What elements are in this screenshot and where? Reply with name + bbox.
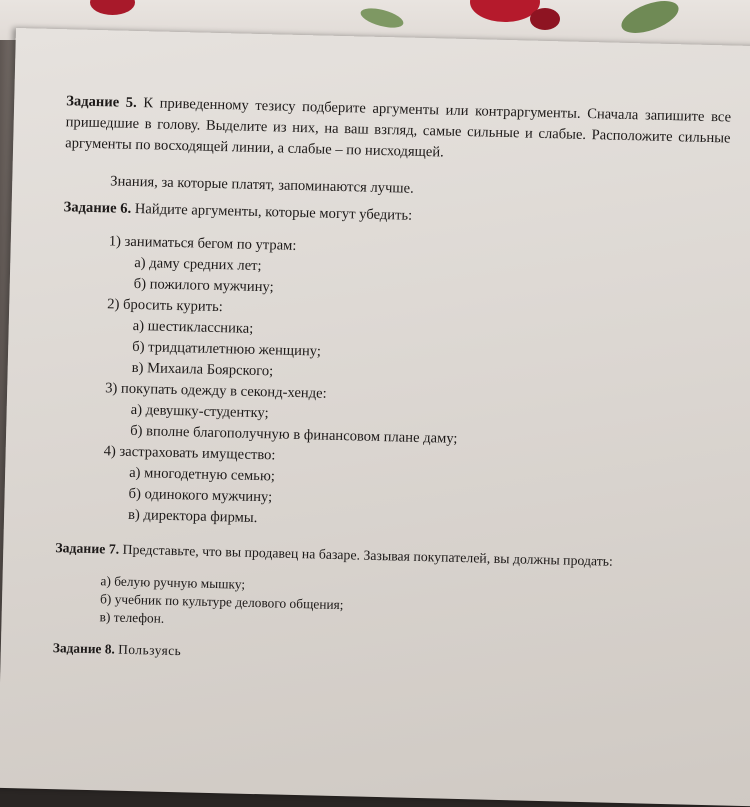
list-item: а) даму средних лет; <box>134 254 262 275</box>
book-page <box>0 28 750 807</box>
task-5 <box>65 91 731 170</box>
task-5-title: Задание 5. <box>66 93 137 111</box>
list-item: а) девушку-студентку; <box>130 401 269 422</box>
list-item: в) директора фирмы. <box>127 506 258 527</box>
list-item: б) тридцатилетнюю женщину; <box>132 338 322 360</box>
task-7-list <box>99 572 719 641</box>
task-6-item: 4) застраховать имущество: <box>103 443 276 464</box>
list-item: б) учебник по культуре делового общения; <box>99 591 344 613</box>
list-item: а) шестиклассника; <box>132 317 254 337</box>
list-item: в) телефон. <box>99 609 165 626</box>
task-5-text: К приведенному тезису подберите аргументы или контраргументы. Сначала запишите все пришедшие в голову. Выделите из них, на ваш взгляд, самые сильные и слабые. Расположите сильные аргументы по восходящей линии, а слабые – по нисходящей. <box>65 95 732 161</box>
leaf-pattern <box>617 0 682 39</box>
task-6-title: Задание 6. <box>63 199 132 217</box>
list-item: а) белую ручную мышку; <box>100 573 246 592</box>
list-item: а) многодетную семью; <box>128 464 276 485</box>
list-item: б) вполне благополучную в финансовом плане даму; <box>129 422 458 447</box>
task-5-thesis: Знания, за которые платят, запоминаются лучше. <box>110 173 414 197</box>
flower-pattern <box>530 8 560 30</box>
task-7-text: Представьте, что вы продавец на базаре. Зазывая покупателей, вы должны продать: <box>122 541 614 569</box>
task-8-text: Пользуясь <box>118 641 182 659</box>
task-6-text: Найдите аргументы, которые могут убедить: <box>134 200 413 224</box>
list-item: в) Михаила Боярского; <box>131 359 274 380</box>
page-content <box>53 91 732 674</box>
list-item: б) одинокого мужчину; <box>128 485 273 506</box>
task-6-list <box>102 231 728 540</box>
task-8 <box>53 637 718 674</box>
task-6-item: 3) покупать одежду в секонд-хенде: <box>105 380 327 402</box>
task-6-item: 2) бросить курить: <box>107 296 223 316</box>
task-7-title: Задание 7. <box>55 540 120 557</box>
list-item: б) пожилого мужчину; <box>133 275 274 296</box>
leaf-pattern <box>359 5 406 32</box>
task-6-item-options <box>128 463 722 540</box>
task-6-item: 1) заниматься бегом по утрам: <box>108 233 297 254</box>
flower-pattern <box>90 0 135 15</box>
task-7 <box>55 538 720 573</box>
task-8-title: Задание 8. <box>52 640 116 657</box>
